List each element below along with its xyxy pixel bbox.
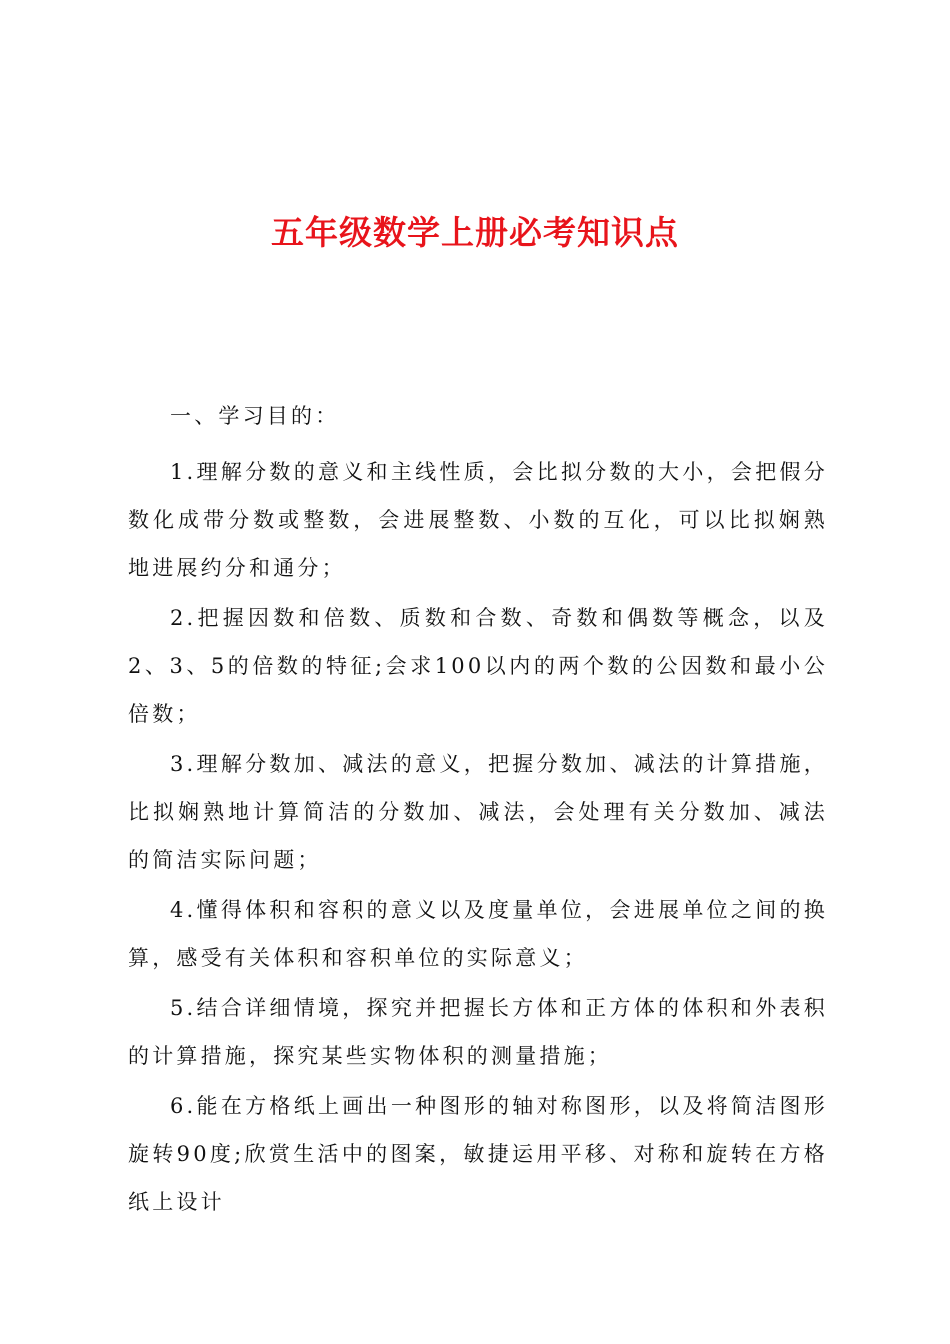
section-heading: 一、学习目的： <box>170 404 340 428</box>
paragraph-6: 6.能在方格纸上画出一种图形的轴对称图形，以及将简洁图形旋转90度;欣赏生活中的图案，敏捷运用平移、对称和旋转在方格纸上设计 <box>128 1094 828 1214</box>
document-title: 五年级数学上册必考知识点 <box>271 213 679 252</box>
paragraph-2: 2.把握因数和倍数、质数和合数、奇数和偶数等概念，以及2、3、5的倍数的特征;会求100以内的两个数的公因数和最小公倍数； <box>128 606 828 726</box>
paragraph-1: 1.理解分数的意义和主线性质，会比拟分数的大小，会把假分数化成带分数或整数，会进展整数、小数的互化，可以比拟娴熟地进展约分和通分； <box>128 460 828 580</box>
document-body <box>128 392 828 1226</box>
paragraph-3: 3.理解分数加、减法的意义，把握分数加、减法的计算措施，比拟娴熟地计算简洁的分数加、减法，会处理有关分数加、减法的简洁实际问题； <box>128 752 828 872</box>
paragraph-5: 5.结合详细情境，探究并把握长方体和正方体的体积和外表积的计算措施，探究某些实物体积的测量措施； <box>128 996 828 1068</box>
paragraph-4: 4.懂得体积和容积的意义以及度量单位，会进展单位之间的换算，感受有关体积和容积单位的实际意义； <box>128 898 828 970</box>
